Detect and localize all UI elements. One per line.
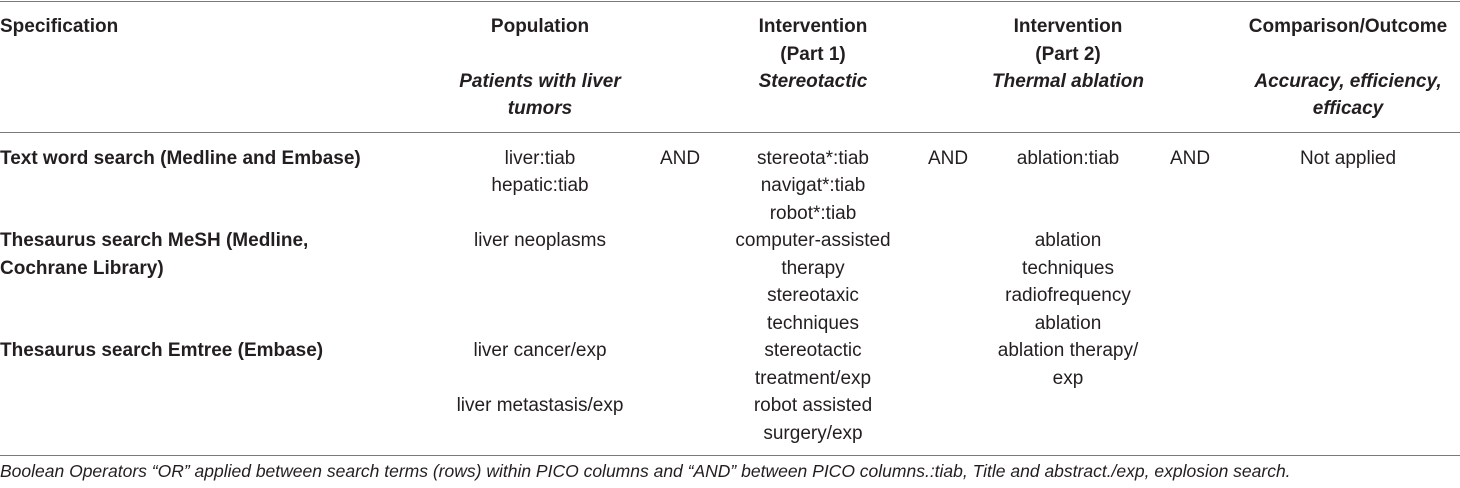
row2-intervention2-term: radiofrequency xyxy=(1005,285,1131,306)
header-bottom-rule xyxy=(0,132,1460,133)
and-operator: AND xyxy=(659,148,701,169)
header-specification: Specification xyxy=(0,16,119,37)
row3-intervention2-term: ablation therapy/ xyxy=(997,340,1139,361)
header-intervention2-line2: (Part 2) xyxy=(1035,44,1101,65)
row3-population-term: liver cancer/exp xyxy=(473,340,607,361)
row1-comparison-term: Not applied xyxy=(1299,148,1397,169)
header-comparison-sub-1: Accuracy, efficiency, xyxy=(1254,71,1442,92)
row-label-mesh-line2: Cochrane Library) xyxy=(0,258,164,279)
row1-intervention1-term: stereota*:tiab xyxy=(757,148,869,169)
row1-intervention2-term: ablation:tiab xyxy=(1016,148,1120,169)
row2-intervention2-term: ablation xyxy=(1034,230,1102,251)
row2-intervention1-term: computer-assisted xyxy=(735,230,891,251)
row2-intervention2-term: techniques xyxy=(1022,258,1114,279)
row3-intervention2-term: exp xyxy=(1052,368,1084,389)
header-intervention1-line2: (Part 1) xyxy=(780,44,846,65)
header-comparison-sub-2: efficacy xyxy=(1312,98,1384,119)
row3-intervention1-term: stereotactic xyxy=(764,340,862,361)
header-population: Population xyxy=(490,16,590,37)
header-intervention2-sub: Thermal ablation xyxy=(991,71,1145,92)
table-bottom-rule xyxy=(0,455,1460,456)
row1-intervention1-term: robot*:tiab xyxy=(769,203,857,224)
row3-intervention1-term: surgery/exp xyxy=(763,423,863,444)
row2-intervention2-term: ablation xyxy=(1034,313,1102,334)
table-top-rule xyxy=(0,1,1460,2)
row2-intervention1-term: stereotaxic xyxy=(767,285,859,306)
row1-intervention1-term: navigat*:tiab xyxy=(760,175,866,196)
header-comparison: Comparison/Outcome xyxy=(1248,16,1448,37)
header-intervention1-line1: Intervention xyxy=(758,16,868,37)
row-label-mesh-line1: Thesaurus search MeSH (Medline, xyxy=(0,230,309,251)
row2-intervention1-term: therapy xyxy=(781,258,845,279)
row3-intervention1-term: robot assisted xyxy=(753,395,873,416)
row1-population-term: hepatic:tiab xyxy=(491,175,589,196)
row3-intervention1-term: treatment/exp xyxy=(754,368,872,389)
table-footnote: Boolean Operators “OR” applied between search terms (rows) within PICO columns and “AND” between PICO columns.:tiab, Title and abstract./exp, explosion search. xyxy=(0,461,1291,481)
row-label-text-word-search: Text word search (Medline and Embase) xyxy=(0,148,361,169)
header-population-sub-1: Patients with liver xyxy=(459,71,621,92)
row3-population-term: liver metastasis/exp xyxy=(456,395,624,416)
row1-population-term: liver:tiab xyxy=(504,148,576,169)
row2-intervention1-term: techniques xyxy=(767,313,859,334)
row2-population-term: liver neoplasms xyxy=(474,230,606,251)
and-operator: AND xyxy=(1169,148,1211,169)
row-label-emtree: Thesaurus search Emtree (Embase) xyxy=(0,340,324,361)
header-intervention2-line1: Intervention xyxy=(1013,16,1123,37)
and-operator: AND xyxy=(927,148,969,169)
header-population-sub-2: tumors xyxy=(507,98,573,119)
header-intervention1-sub: Stereotactic xyxy=(758,71,868,92)
